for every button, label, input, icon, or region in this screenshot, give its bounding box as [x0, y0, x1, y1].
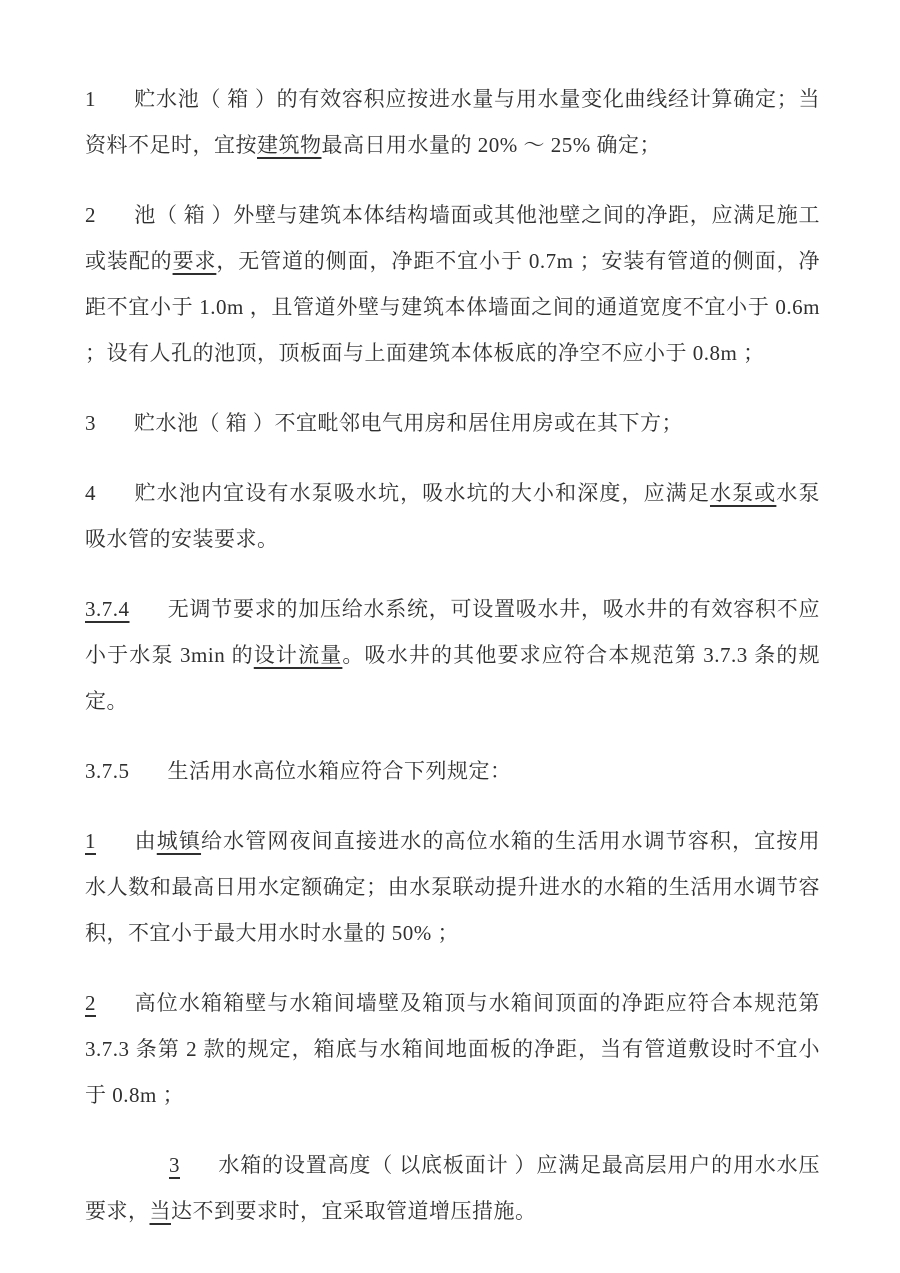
paragraph [85, 980, 820, 1118]
clause-number: 1 [85, 829, 96, 853]
text-segment: 水箱的设置高度（ 以底板面计 ）应满足最高层用户的用水水压要求， [85, 1153, 820, 1223]
paragraph [85, 192, 820, 376]
document-body [85, 76, 820, 1234]
paragraph [85, 470, 820, 562]
text-segment: 给水管网夜间直接进水的高位水箱的生活用水调节容积，宜按用水人数和最高日用水定额确定；由水泵联动提升进水的水箱的生活用水调节容积，不宜小于最大用水时水量的 50% ； [85, 829, 821, 945]
text-segment: 无调节要求的加压给水系统，可设置吸水井，吸水井的有效容积不应小于水泵 3min 的 [85, 597, 820, 667]
paragraph [85, 1142, 820, 1234]
text-segment: 贮水池（ 箱 ）的有效容积应按进水量与用水量变化曲线经计算确定；当资料不足时，宜按 [85, 87, 820, 157]
text-segment: 水泵吸水管的安装要求。 [85, 481, 821, 551]
clause-number: 2 [85, 991, 96, 1015]
paragraph [85, 76, 820, 168]
clause-number: 3 [169, 1153, 180, 1177]
clause-number: 2 [85, 203, 96, 227]
paragraph [85, 400, 820, 446]
text-segment: 。吸水井的其他要求应符合本规范第 3.7.3 条的规定。 [85, 643, 821, 713]
clause-number: 1 [85, 87, 96, 111]
text-segment: 由 [134, 829, 157, 853]
underlined-text: 水泵或 [709, 481, 777, 505]
paragraph [85, 818, 820, 956]
text-segment: 池（ 箱 ）外壁与建筑本体结构墙面或其他池壁之间的净距，应满足施工或装配的 [85, 203, 820, 273]
text-segment: ，无管道的侧面，净距不宜小于 0.7m ；安装有管道的侧面，净距不宜小于 1.0m ，且管道外壁与建筑本体墙面之间的通道宽度不宜小于 0.6m ；设有人孔的池顶，顶板面与上面建筑本体板底的净空不应小于 0.8m ； [85, 249, 821, 365]
underlined-text: 当 [149, 1199, 171, 1223]
underlined-text: 设计流量 [253, 643, 343, 667]
clause-number: 3.7.5 [85, 759, 130, 783]
underlined-text: 建筑物 [257, 133, 322, 157]
underlined-text: 城镇 [156, 829, 202, 853]
text-segment: 贮水池内宜设有水泵吸水坑，吸水坑的大小和深度，应满足 [134, 481, 710, 505]
paragraph [85, 586, 820, 724]
clause-number: 3.7.4 [85, 597, 130, 621]
text-segment: 生活用水高位水箱应符合下列规定： [167, 759, 512, 783]
text-segment: 最高日用水量的 20% ～ 25% 确定； [321, 133, 661, 157]
text-segment: 贮水池（ 箱 ）不宜毗邻电气用房和居住用房或在其下方； [134, 411, 683, 435]
underlined-text: 要求 [172, 249, 217, 273]
paragraph [85, 748, 820, 794]
text-segment: 达不到要求时，宜采取管道增压措施。 [171, 1199, 537, 1223]
clause-number: 4 [85, 481, 96, 505]
clause-number: 3 [85, 411, 96, 435]
text-segment: 高位水箱箱壁与水箱间墙壁及箱顶与水箱间顶面的净距应符合本规范第 3.7.3 条第 2 款的规定，箱底与水箱间地面板的净距，当有管道敷设时不宜小于 0.8m ； [85, 991, 820, 1107]
